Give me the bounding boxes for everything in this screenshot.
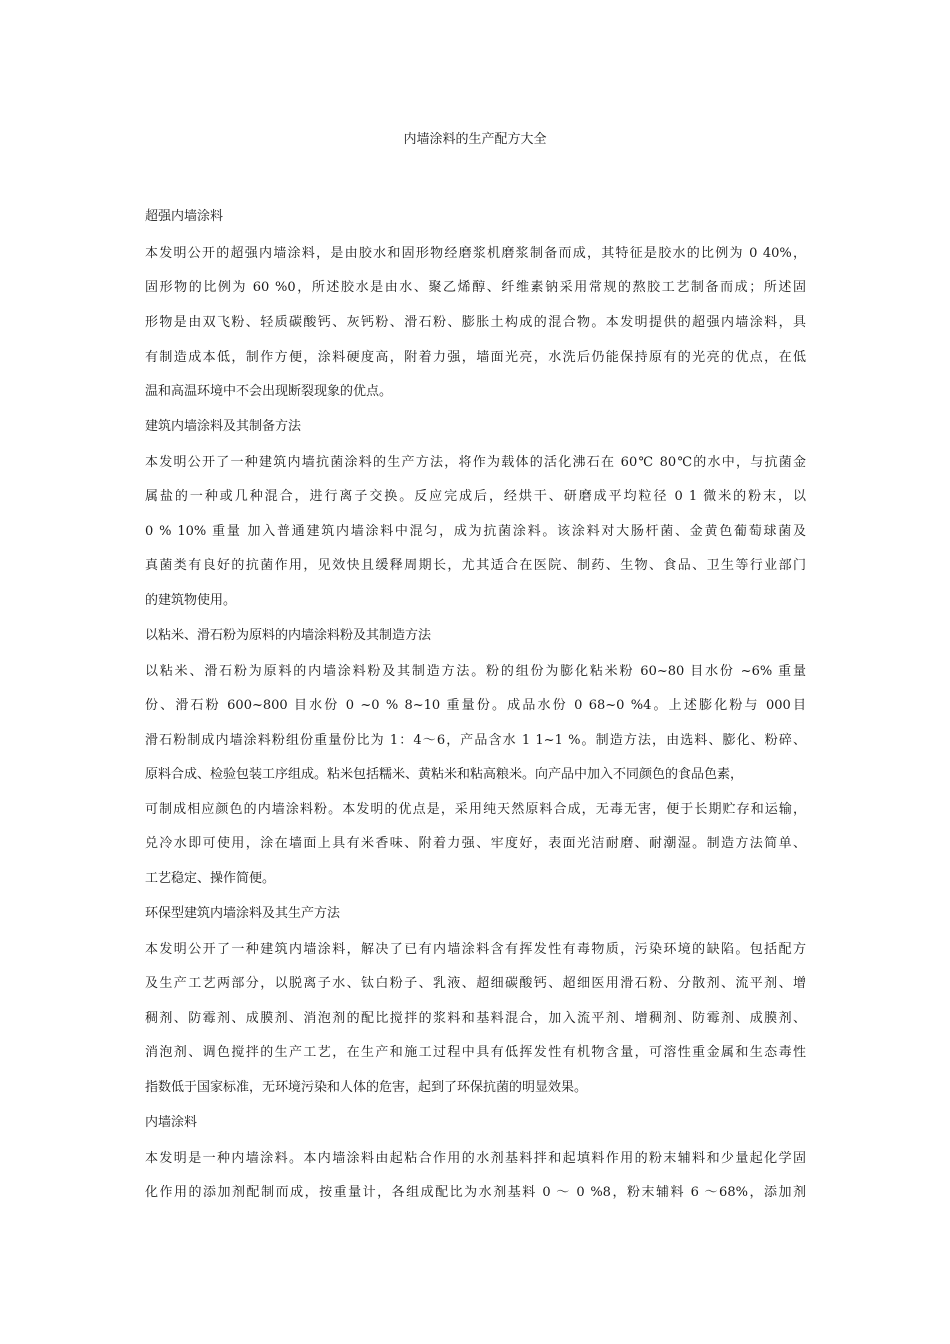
paragraph-line: 固形物的比例为 60 %0，所述胶水是由水、聚乙烯醇、纤维素钠采用常规的熬胶工艺制备而成；所述固 <box>145 280 806 295</box>
paragraph-line: 稠剂、防霉剂、成膜剂、消泡剂的配比搅拌的浆料和基料混合，加入流平剂、增稠剂、防霉剂、成膜剂、 <box>145 1011 806 1026</box>
paragraph-line: 的建筑物使用。 <box>145 593 237 608</box>
paragraph-line: 可制成相应颜色的内墙涂料粉。本发明的优点是，采用纯天然原料合成，无毒无害，便于长期贮存和运输， <box>145 802 806 817</box>
section-heading: 内墙涂料 <box>145 1115 198 1130</box>
paragraph-line: 以粘米、滑石粉为原料的内墙涂料粉及其制造方法。粉的组份为膨化粘米粉 60~80 目水份 ~6% 重量 <box>145 664 806 679</box>
paragraph-line: 0 % 10% 重量 加入普通建筑内墙涂料中混匀，成为抗菌涂料。该涂料对大肠杆菌、金黄色葡萄球菌及 <box>145 524 806 539</box>
paragraph-line: 形物是由双飞粉、轻质碳酸钙、灰钙粉、滑石粉、膨胀土构成的混合物。本发明提供的超强内墙涂料，具 <box>145 315 806 330</box>
paragraph-line: 温和高温环境中不会出现断裂现象的优点。 <box>145 384 393 399</box>
paragraph-line: 本发明是一种内墙涂料。本内墙涂料由起粘合作用的水剂基料拌和起填料作用的粉末辅料和少量起化学固 <box>145 1151 806 1166</box>
paragraph-line: 指数低于国家标准，无环境污染和人体的危害，起到了环保抗菌的明显效果。 <box>145 1080 588 1095</box>
paragraph-line: 属盐的一种或几种混合，进行离子交换。反应完成后，经烘干、研磨成平均粒径 0 1 微米的粉末，以 <box>145 489 806 504</box>
section-heading: 建筑内墙涂料及其制备方法 <box>145 419 302 434</box>
paragraph-line: 化作用的添加剂配制而成，按重量计，各组成配比为水剂基料 0 ～ 0 %8，粉末辅料 6 ～68%，添加剂 <box>145 1185 806 1200</box>
section-heading: 环保型建筑内墙涂料及其生产方法 <box>145 906 341 921</box>
section-heading: 以粘米、滑石粉为原料的内墙涂料粉及其制造方法 <box>145 628 432 643</box>
paragraph-line: 滑石粉制成内墙涂料粉组份重量份比为 1：4～6，产品含水 1 1~1 %。制造方法，由选料、膨化、粉碎、 <box>145 733 806 748</box>
document-title: 内墙涂料的生产配方大全 <box>403 132 547 147</box>
paragraph-line: 原料合成、检验包装工序组成。粘米包括糯米、黄粘米和粘高粮米。向产品中加入不同颜色的食品色素， <box>145 767 744 782</box>
paragraph-line: 本发明公开了一种建筑内墙涂料，解决了已有内墙涂料含有挥发性有毒物质，污染环境的缺陷。包括配方 <box>145 942 806 957</box>
paragraph-line: 及生产工艺两部分，以脱离子水、钛白粉子、乳液、超细碳酸钙、超细医用滑石粉、分散剂、流平剂、增 <box>145 976 806 991</box>
section-heading: 超强内墙涂料 <box>145 209 224 224</box>
paragraph-line: 消泡剂、调色搅拌的生产工艺，在生产和施工过程中具有低挥发性有机物含量，可溶性重金属和生态毒性 <box>145 1045 806 1060</box>
paragraph-line: 本发明公开的超强内墙涂料，是由胶水和固形物经磨浆机磨浆制备而成，其特征是胶水的比例为 0 40%， <box>145 246 806 261</box>
paragraph-line: 真菌类有良好的抗菌作用，见效快且缓释周期长，尤其适合在医院、制药、生物、食品、卫生等行业部门 <box>145 558 806 573</box>
paragraph-line: 兑冷水即可使用，涂在墙面上具有米香味、附着力强、牢度好，表面光洁耐磨、耐潮湿。制造方法简单、 <box>145 836 806 851</box>
paragraph-line: 份、滑石粉 600~800 目水份 0 ~0 % 8~10 重量份。成品水份 0 68~0 %4。上述膨化粉与 000目 <box>145 698 806 713</box>
paragraph-line: 工艺稳定、操作简便。 <box>145 871 276 886</box>
paragraph-line: 有制造成本低，制作方便，涂料硬度高，附着力强，墙面光亮，水洗后仍能保持原有的光亮的优点，在低 <box>145 350 806 365</box>
paragraph-line: 本发明公开了一种建筑内墙抗菌涂料的生产方法，将作为载体的活化沸石在 60℃ 80℃的水中，与抗菌金 <box>145 455 806 470</box>
